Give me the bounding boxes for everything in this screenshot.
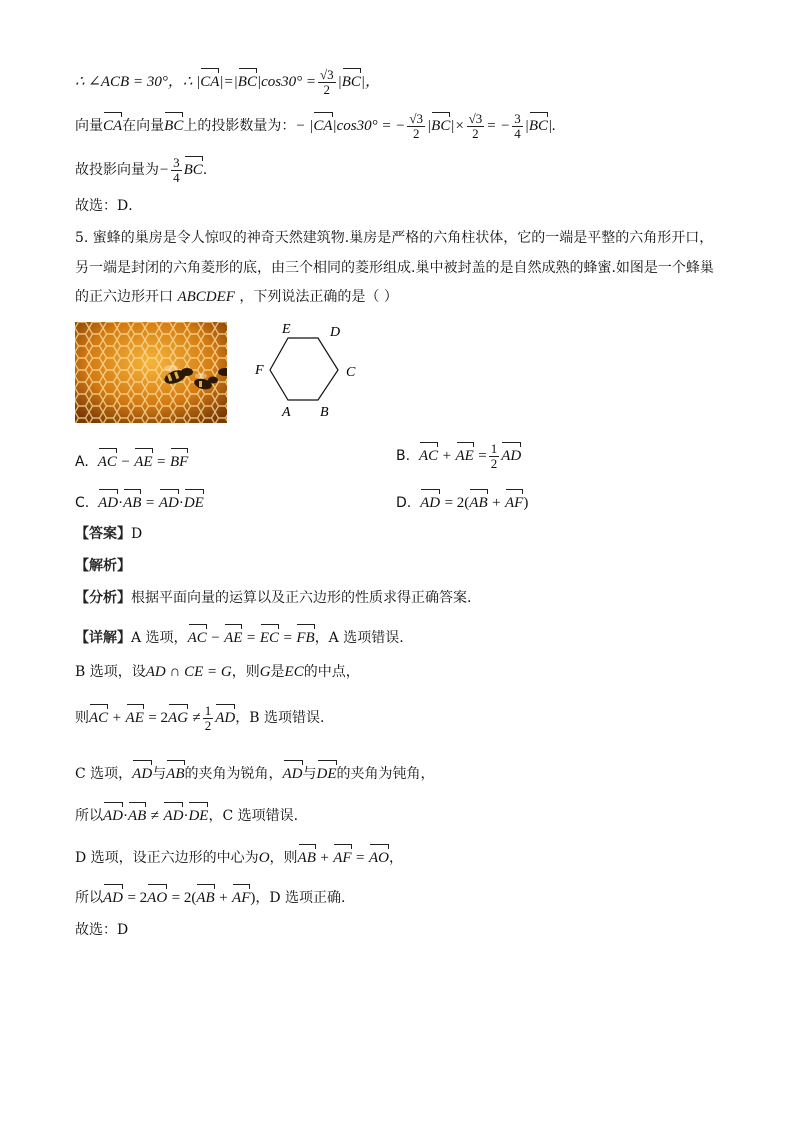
math-part: 4 [514, 125, 521, 141]
math-part: · [183, 808, 189, 824]
final-conclusion: 故选：D [75, 922, 129, 938]
vertex-label-b: B [320, 405, 329, 420]
math-text: − [159, 162, 170, 178]
math-part: √3 [409, 110, 424, 126]
math-part: + [320, 850, 329, 866]
vector: AE [224, 622, 242, 648]
math-text: | [337, 74, 342, 90]
math-part: √3 [468, 110, 483, 126]
vector: AF [505, 487, 523, 513]
hexagon-diagram [250, 318, 370, 422]
vector: AO [147, 882, 167, 908]
vector: AC [98, 446, 117, 472]
vector: AF [333, 842, 351, 868]
fraction [512, 112, 523, 141]
hexagon-figure [250, 318, 370, 422]
vector: AB [166, 758, 184, 784]
detail-b-line-1: B 选项，设AD ∩ CE = G，则G是EC的中点， [75, 664, 360, 680]
vector: BC [184, 154, 203, 180]
math-part: + [112, 710, 122, 726]
math-part: 2 [472, 125, 479, 141]
math-part: 2 [204, 717, 212, 733]
vector: CA [103, 110, 122, 136]
math-part: 2 [323, 81, 331, 97]
vertex-label-a: A [282, 405, 291, 420]
math-part: ) [523, 495, 529, 511]
fraction [171, 156, 182, 185]
analysis-summary: 【分析】根据平面向量的运算以及正六边形的性质求得正确答案. [75, 590, 472, 606]
option-c[interactable] [75, 487, 204, 513]
solution-line-2 [75, 110, 556, 141]
vector: BF [170, 446, 188, 472]
vector: AB [196, 882, 214, 908]
math-part: EC [284, 664, 304, 680]
vector: AC [89, 702, 108, 728]
math-text: |. [548, 118, 556, 134]
vector: AE [134, 446, 152, 472]
math-part: 2 [490, 455, 498, 471]
vector: AD [283, 758, 303, 784]
vector: AD [501, 440, 521, 466]
math-part: + [442, 448, 452, 464]
solution-line-1 [75, 66, 380, 97]
vector: AB [469, 487, 487, 513]
vector: DE [317, 758, 337, 784]
math-part: 3 [514, 110, 521, 126]
math-part: + [492, 495, 501, 511]
option-label: B. [396, 448, 411, 464]
question-5-line-1: 5. 蜜蜂的巢房是令人惊叹的神奇天然建筑物.巢房是严格的六角柱状体，它的一端是平整的六角形开口， [75, 230, 714, 246]
honeycomb-photo [75, 322, 227, 423]
vector: AD [103, 882, 123, 908]
option-a[interactable] [75, 446, 188, 472]
vector: BC [238, 66, 257, 92]
vector: AD [159, 487, 179, 513]
math-part: ) [250, 890, 256, 906]
text: 向量 [75, 118, 103, 134]
vector: EC [260, 622, 279, 648]
vertex-label-e: E [282, 322, 291, 337]
vector: AD [420, 487, 440, 513]
detail-a: 【详解】A 选项，AC − AE = EC = FB，A 选项错误. [75, 622, 404, 648]
text: 上的投影数量为： [183, 118, 296, 134]
vector: AD [132, 758, 152, 784]
math-part: 2 [412, 125, 420, 141]
vector: AD [163, 800, 183, 826]
math-text: = − [486, 118, 511, 134]
math-text: |× [450, 118, 465, 134]
math-part: = [356, 850, 365, 866]
vector: FB [296, 622, 314, 648]
math-part: · [118, 495, 124, 511]
math-part: ≠ [192, 710, 201, 726]
math-text: | [524, 118, 529, 134]
solution-line-3 [75, 154, 207, 185]
math-part: = [145, 495, 155, 511]
text: 在向量 [122, 118, 165, 134]
vector: AG [168, 702, 188, 728]
vertex-label-c: C [346, 365, 356, 380]
vertex-label-f: F [255, 363, 264, 378]
vector: CA [313, 110, 332, 136]
detail-d-line-2: 所以AD = 2AO = 2(AB + AF)，D 选项正确. [75, 882, 346, 908]
vector: DE [184, 487, 204, 513]
vector: BC [431, 110, 450, 136]
vector: BC [164, 110, 183, 136]
text: . [202, 162, 208, 178]
vector: AO [369, 842, 389, 868]
text: 的正六边形开口 [75, 289, 173, 305]
math-part: √3 [319, 66, 334, 82]
math-part: 4 [173, 169, 180, 185]
fraction [467, 112, 485, 141]
fraction [407, 112, 425, 141]
math-text: |cos30° = [256, 74, 316, 90]
solution-conclusion: 故选：D． [75, 198, 143, 214]
math-part: = [283, 630, 292, 646]
math-part: = [478, 448, 487, 464]
answer-tag: 【答案】 [75, 526, 131, 542]
math-part: G [259, 664, 271, 680]
detail-b-line-2: 则AC + AE = 2AG ≠ $\frac{1}{2}$ AD，B 选项错误. [75, 702, 325, 733]
question-5-line-3 [75, 287, 398, 307]
vertex-label-d: D [330, 325, 341, 340]
math-part: = [157, 454, 166, 470]
vector: AC [419, 440, 438, 466]
hexagon-shape [270, 338, 338, 400]
math-text: − | [295, 118, 314, 134]
vector: AC [188, 622, 207, 648]
vector: AB [298, 842, 316, 868]
math-part: · [123, 808, 128, 824]
math-part: = [246, 630, 256, 646]
option-b[interactable] [396, 440, 521, 471]
math-text: |cos30° = − [332, 118, 406, 134]
fraction [489, 442, 500, 471]
question-5-line-2: 另一端是封闭的六角菱形的底，由三个相同的菱形组成.巢中被封盖的是自然成熟的蜂蜜.如图是一个蜂巢 [75, 260, 714, 276]
honeycomb-image [75, 322, 227, 423]
math-part: − [211, 630, 220, 646]
math-text: |， [360, 74, 381, 90]
math-part: = 2( [171, 890, 197, 906]
vector: AD [103, 800, 123, 826]
math-text: ∴ ∠ACB = 30°，∴ | [75, 74, 201, 90]
vector: CA [200, 66, 219, 92]
vector: AD [215, 702, 235, 728]
math-part: + [219, 890, 228, 906]
vector: AE [126, 702, 144, 728]
text: ，下列说法正确的是（ ） [239, 289, 398, 305]
option-label: C. [75, 495, 90, 511]
math-part: 3 [173, 154, 180, 170]
math-part: = 2 [127, 890, 148, 906]
math-text: ABCDEF [177, 289, 235, 305]
math-part: O [258, 850, 270, 866]
vector: DE [188, 800, 208, 826]
math-part: − [121, 454, 130, 470]
answer-value: D [131, 526, 143, 542]
detail-d-line-1: D 选项，设正六边形的中心为O，则AB + AF = AO， [75, 842, 403, 868]
vector: AF [232, 882, 250, 908]
math-part: ≠ [150, 808, 160, 824]
option-d[interactable] [396, 487, 528, 513]
math-part: = 2 [148, 710, 169, 726]
detail-c-line-2: 所以AD·AB ≠ AD·DE，C 选项错误. [75, 800, 298, 826]
option-label: D. [396, 495, 412, 511]
math-part: · [178, 495, 184, 511]
fraction [203, 704, 214, 733]
vector: AE [456, 440, 474, 466]
vector: AB [128, 800, 146, 826]
math-part: AD ∩ CE = G [145, 664, 232, 680]
detail-c-line-1: C 选项，AD与AB的夹角为锐角，AD与DE的夹角为钝角， [75, 758, 435, 784]
analysis-heading: 【解析】 [75, 558, 131, 574]
math-text: |=| [219, 74, 238, 90]
vector: BC [342, 66, 361, 92]
vector: AD [98, 487, 118, 513]
text: 故投影向量为 [75, 162, 159, 178]
math-part: 1 [204, 702, 212, 718]
fraction [318, 68, 336, 97]
math-text: | [427, 118, 432, 134]
math-part: = 2( [444, 495, 470, 511]
vector: BC [529, 110, 548, 136]
option-label: A. [75, 454, 89, 470]
answer-line [75, 524, 142, 544]
math-part: 1 [490, 440, 498, 456]
vector: AB [123, 487, 141, 513]
